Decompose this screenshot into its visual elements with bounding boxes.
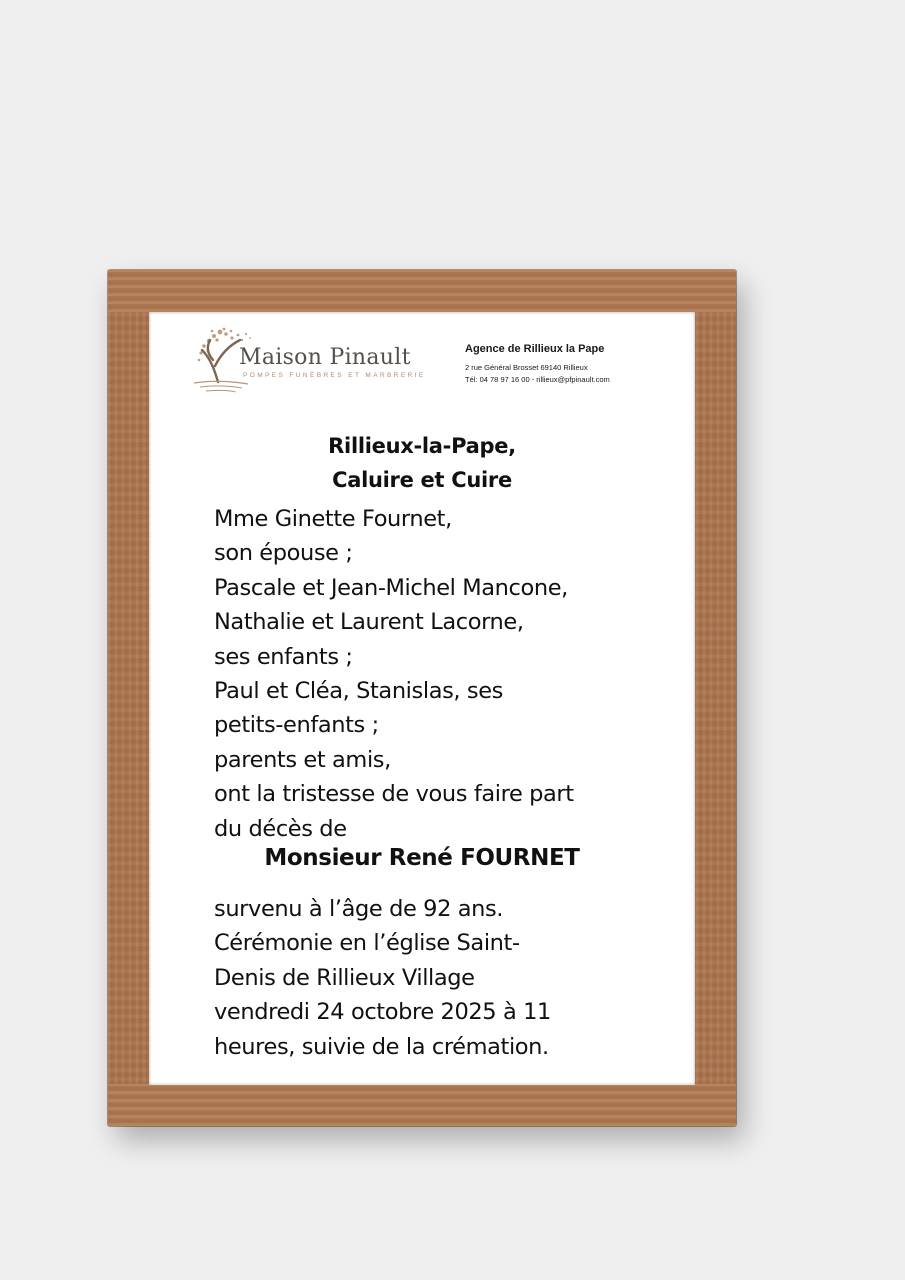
agency-name: Agence de Rillieux la Pape	[465, 343, 605, 355]
family-line: ses enfants ;	[214, 643, 353, 670]
notice-heading	[149, 429, 695, 497]
brand-name: Maison Pinault	[239, 345, 411, 370]
deceased-name: Monsieur René FOURNET	[264, 845, 580, 871]
brand-tagline: POMPES FUNÈBRES ET MARBRERIE	[243, 372, 426, 379]
heading-line: Rillieux-la-Pape,	[328, 434, 516, 458]
details-line: heures, suivie de la crémation.	[214, 1033, 549, 1060]
family-line: du décès de	[214, 815, 347, 842]
family-line: petits-enfants ;	[214, 712, 379, 739]
family-line: Mme Ginette Fournet,	[214, 506, 452, 532]
family-line: parents et amis,	[214, 746, 391, 773]
family-line: son épouse ;	[214, 540, 353, 567]
details-line: Denis de Rillieux Village	[214, 964, 475, 991]
family-line: Pascale et Jean-Michel Mancone,	[214, 574, 568, 601]
agency-contact: Tél: 04 78 97 16 00 - rillieux@pfpinault.com	[465, 375, 610, 384]
frame-bottom-rail	[108, 1084, 736, 1126]
family-line: Nathalie et Laurent Lacorne,	[214, 609, 524, 636]
heading-line: Caluire et Cuire	[332, 468, 512, 492]
family-line: ont la tristesse de vous faire part	[214, 781, 574, 808]
details-line: survenu à l’âge de 92 ans.	[214, 896, 504, 922]
family-list	[214, 502, 574, 846]
ceremony-details	[214, 892, 551, 1064]
family-line: Paul et Cléa, Stanislas, ses	[214, 678, 504, 705]
details-line: Cérémonie en l’église Saint-	[214, 930, 520, 957]
frame-top-rail	[108, 270, 736, 312]
agency-contact-block	[465, 343, 610, 386]
agency-address: 2 rue Général Brosset 69140 Rillieux	[465, 363, 588, 372]
details-line: vendredi 24 octobre 2025 à 11	[214, 999, 551, 1026]
